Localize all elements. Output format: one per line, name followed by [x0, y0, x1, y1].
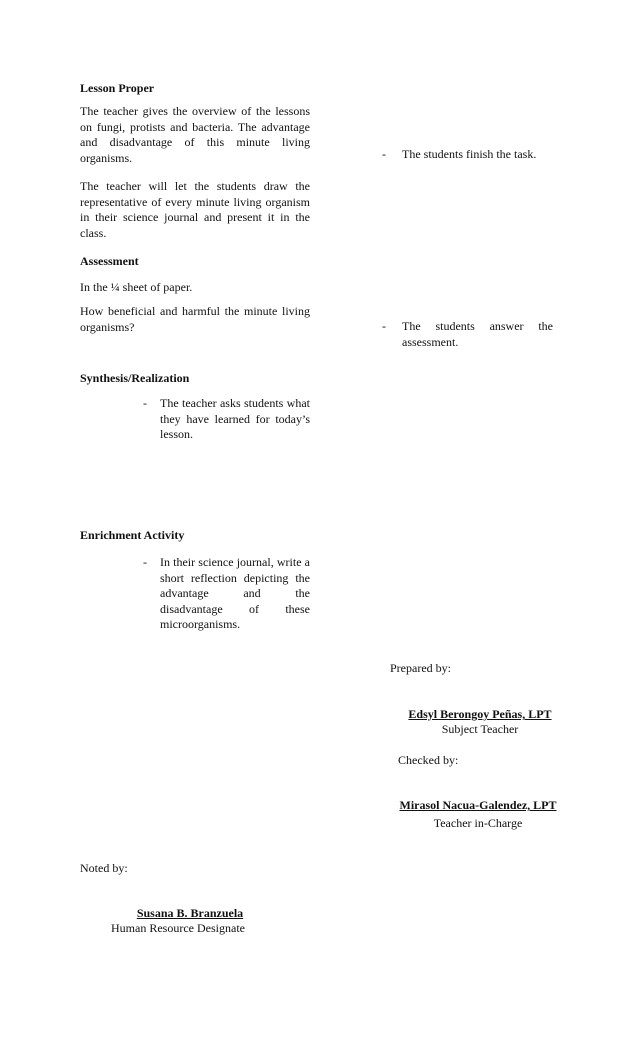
enrichment-heading: Enrichment Activity	[80, 528, 185, 542]
checked-by-title: Teacher in-Charge	[433, 816, 523, 830]
checked-by-label: Checked by:	[398, 753, 459, 767]
assessment-question: How beneficial and harmful the minute living organisms?	[80, 304, 310, 334]
prepared-by-title: Subject Teacher	[441, 722, 519, 736]
lesson-proper-heading: Lesson Proper	[80, 81, 155, 95]
synthesis-bullet-dash: -	[143, 396, 147, 410]
synthesis-heading: Synthesis/Realization	[80, 371, 190, 385]
noted-by-name: Susana B. Branzuela	[136, 906, 244, 920]
task-dash: -	[382, 147, 386, 161]
student-assessment-text: The students answer the assessment.	[402, 319, 553, 349]
prepared-by-label: Prepared by:	[390, 661, 451, 675]
student-task-text: The students finish the task.	[402, 147, 537, 161]
assessment-instruction: In the ¼ sheet of paper.	[80, 280, 193, 294]
checked-by-name: Mirasol Nacua-Galendez, LPT	[399, 798, 557, 812]
prepared-by-name: Edsyl Berongoy Peñas, LPT	[408, 707, 552, 721]
assessment-dash: -	[382, 319, 386, 333]
noted-by-label: Noted by:	[80, 861, 128, 875]
enrichment-bullet-dash: -	[143, 555, 147, 569]
noted-by-title: Human Resource Designate	[111, 921, 245, 935]
synthesis-bullet-text: The teacher asks students what they have learned for today’s lesson.	[160, 396, 310, 441]
assessment-heading: Assessment	[80, 254, 139, 268]
enrichment-bullet-text: In their science journal, write a short reflection depicting the advantage and the disadvantage of these microorganisms.	[160, 555, 310, 631]
lesson-proper-paragraph-1: The teacher gives the overview of the lessons on fungi, protists and bacteria. The advantage and disadvantage of this minute living organisms.	[80, 104, 310, 165]
lesson-proper-paragraph-2: The teacher will let the students draw the representative of every minute living organism in their science journal and present it in the class.	[80, 179, 310, 240]
